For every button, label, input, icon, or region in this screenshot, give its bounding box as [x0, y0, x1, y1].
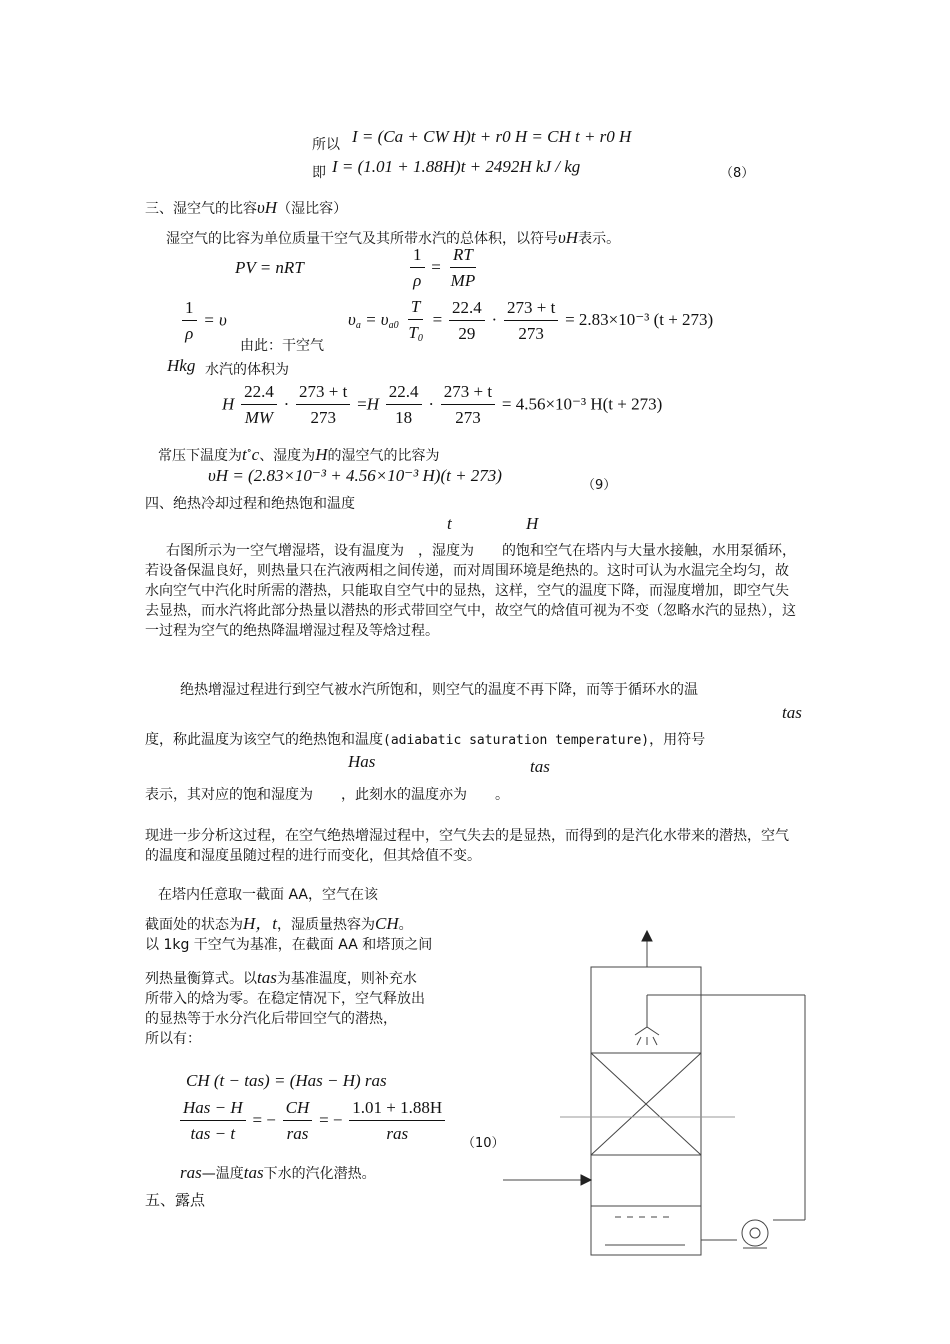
humidifier-tower-diagram [495, 925, 815, 1260]
eq8-prefix-2: 即 [312, 165, 326, 181]
section4-paragraph-5: 现进一步分析这过程，在空气绝热增湿过程中，空气失去的是显热，而得到的是汽化水带来的潜热，空气的温度和湿度虽随过程的进行而变化，但其焓值不变。 [145, 828, 789, 864]
section3-definition: 湿空气的比容为单位质量干空气及其所带水汽的总体积，以符号υH表示。 [166, 228, 621, 247]
section4-paragraph-8: 以 1kg 干空气为基准，在截面 AA 和塔顶之间 [145, 937, 433, 953]
section4-paragraph-12: 所以有： [145, 1031, 201, 1047]
tower-body [591, 967, 701, 1255]
ras-note: ras—温度tas下水的汽化潜热。 [180, 1163, 376, 1182]
vapor-volume-label: 水汽的体积为 [205, 362, 289, 378]
section4-paragraph-4: 表示，其对应的饱和湿度为 ，此刻水的温度亦为 。 [145, 787, 509, 803]
spray-line [653, 1037, 657, 1045]
section4-paragraph-2: 绝热增湿过程进行到空气被水汽所饱和，则空气的温度不再下降，而等于循环水的温 [180, 682, 698, 698]
eq8-number: （8） [720, 166, 755, 181]
air-outlet-arrow-icon [642, 931, 652, 941]
section4-paragraph-6: 在塔内任意取一截面 AA，空气在该 [158, 887, 378, 903]
spray-nozzle-icon [635, 1027, 659, 1035]
density-equation: $\frac{1}{\rho}$ = $\frac{RT}{MP}$ [408, 245, 480, 292]
eq10-line-1: CH (t − tas) = (Has − H) ras [186, 1071, 387, 1090]
section5-heading: 五、露点 [145, 1191, 206, 1209]
eq10-line-2: $\frac{\text{Has − H}}{\text{tas − t}}$ = − $\frac{CH}{\text{ras}}$ = − $\frac{1.01 + 1.88H}{\text{ras}}$ [178, 1098, 447, 1145]
pump-icon [742, 1220, 768, 1246]
specific-volume-symbol: υH [257, 198, 278, 217]
eq8-prefix-1: 所以 [312, 137, 340, 153]
hkg-label: Hkg [167, 356, 196, 375]
section4-paragraph-7: 截面处的状态为H，t，湿质量热容为CH。 [145, 914, 413, 933]
eq9: υH = (2.83×10⁻³ + 4.56×10⁻³ H)(t + 273) [208, 466, 502, 485]
section4-paragraph-3: 度，称此温度为该空气的绝热饱和温度(adiabatic saturation temperature)，用符号 [145, 732, 706, 748]
vapor-volume-equation: H $\frac{22.4}{MW}$ · $\frac{273 + t}{273}$ =H $\frac{22.4}{18}$ · $\frac{273 + t}{273}$ = 4.56×10⁻³ H(t + 273) [222, 382, 663, 428]
eq10-number: （10） [462, 1136, 505, 1151]
eq9-number: （9） [582, 478, 617, 493]
eq8-line-1: I = (Ca + CW H)t + r0 H = CH t + r0 H [352, 127, 632, 146]
normal-pressure-text: 常压下温度为t∘c、湿度为H的湿空气的比容为 [158, 445, 440, 464]
reciprocal-density: $\frac{1}{\rho}$ = υ [180, 298, 227, 345]
by-this-dry-air: 由此：干空气 [240, 338, 324, 354]
ideal-gas-law: PV = nRT [235, 258, 304, 277]
air-inlet-arrow-icon [581, 1175, 591, 1185]
section3-heading: 三、湿空气的比容υH（湿比容） [145, 198, 348, 217]
eq8-line-2: I = (1.01 + 1.88H)t + 2492H kJ / kg [332, 157, 581, 176]
section4-paragraph-10: 所带入的焓为零。在稳定情况下，空气释放出 [145, 991, 425, 1007]
symbol-tas-2: tas [530, 757, 550, 776]
symbol-Has: Has [348, 752, 376, 771]
spray-line [637, 1037, 641, 1045]
symbol-H-above: H [526, 514, 539, 533]
section4-heading: 四、绝热冷却过程和绝热饱和温度 [145, 496, 355, 512]
symbol-t-above: t [447, 514, 452, 533]
section4-paragraph-1: 右图所示为一空气增湿塔，设有温度为 ，湿度为 的饱和空气在塔内与大量水接触，水用泵循环，若设备保温良好，则热量只在汽液两相之间传递，而对周围环境是绝热的。这时可认为水温完全均匀，故水向空气中汽化时所需的潜热，只能取自空气中的显热，这样，空气的温度下降，而湿度增加，即空气失去显热，而水汽将此部分热量以潜热的形式带回空气中，故空气的焓值可视为不变（忽略水汽的显热），这一过程为空气的绝热降温增湿过程及等焓过程。 [145, 543, 796, 639]
section4-paragraph-9: 列热量衡算式。以tas为基准温度，则补充水 [145, 968, 417, 987]
symbol-tas-right: tas [782, 703, 802, 722]
dry-air-volume-equation: $\upsilon_a = \upsilon_{a0}$ $\frac{T}{T_0}$ = $\frac{22.4}{29}$ · $\frac{273 + t}{273}$ = 2.83×10⁻³ (t + 273) [348, 297, 714, 345]
section4-paragraph-11: 的显热等于水分汽化后带回空气的潜热， [145, 1011, 397, 1027]
pump-impeller [750, 1228, 760, 1238]
